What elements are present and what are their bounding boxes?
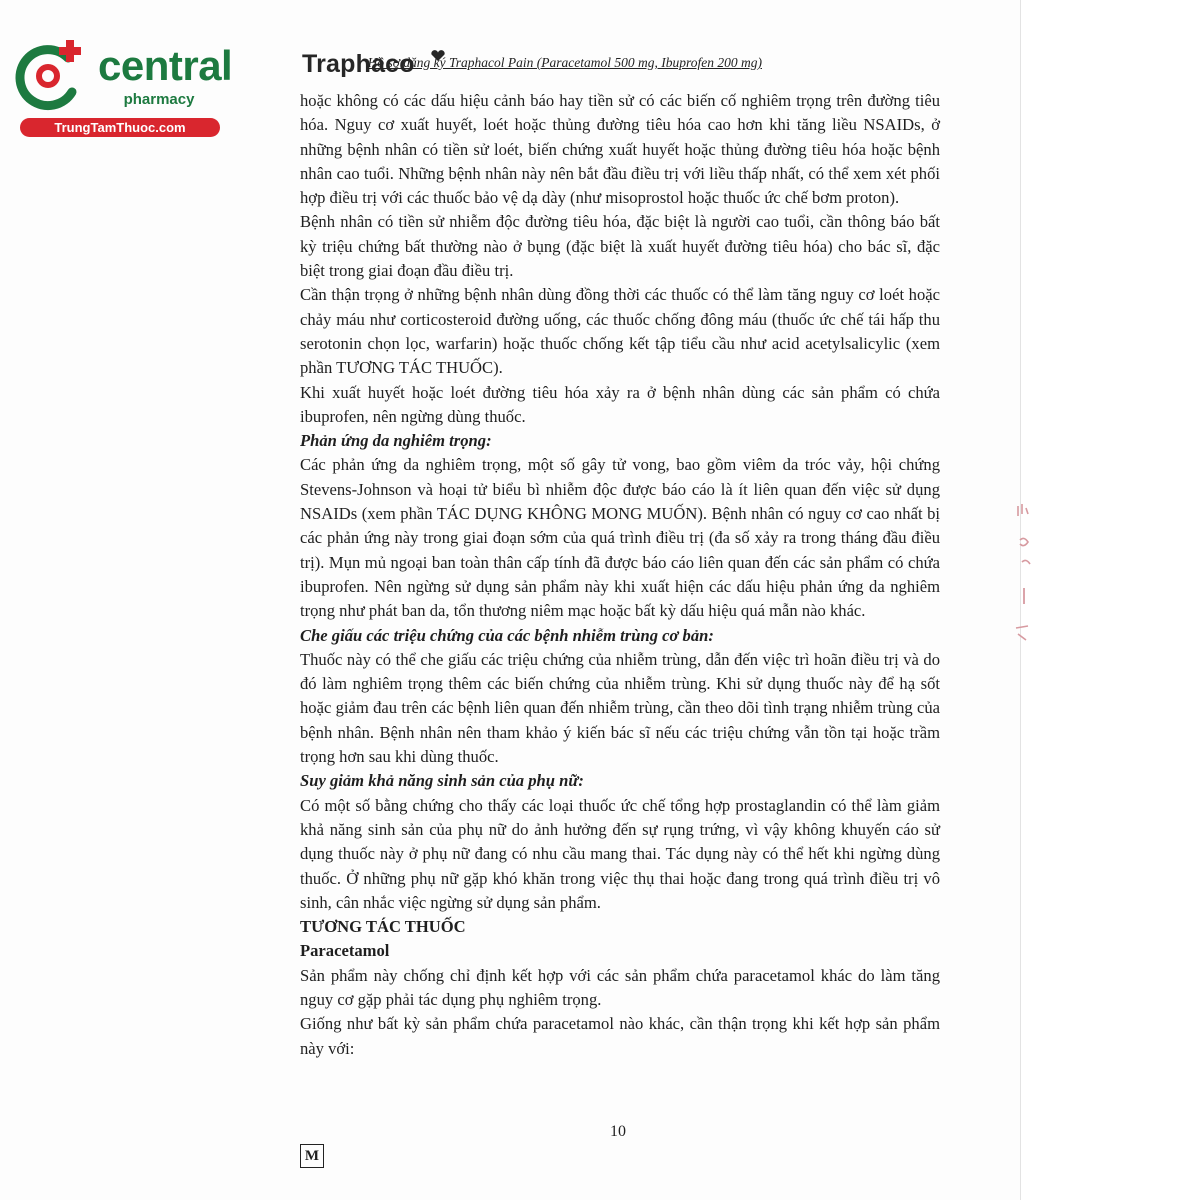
paragraph: Giống như bất kỳ sản phẩm chứa paracetamol nào khác, cần thận trọng khi kết hợp sản phẩm này với: <box>300 1014 940 1058</box>
pharmacy-logo-icon <box>10 36 90 116</box>
paragraph: Bệnh nhân có tiền sử nhiễm độc đường tiêu hóa, đặc biệt là người cao tuổi, cần thông báo bất kỳ triệu chứng bất thường nào ở bụng (đặc biệt là xuất huyết đường tiêu hóa) cho bác sĩ, đặc biệt trong giai đoạn đầu điều trị. <box>300 212 940 281</box>
section-heading-fertility: Suy giảm khả năng sinh sản của phụ nữ: <box>300 771 584 791</box>
document-body <box>300 89 940 1061</box>
section-heading-skin-reactions: Phản ứng da nghiêm trọng: <box>300 431 492 451</box>
logo-name: central <box>98 42 233 89</box>
m-stamp: M <box>300 1144 324 1168</box>
paragraph: Có một số bằng chứng cho thấy các loại thuốc ức chế tổng hợp prostaglandin có thể làm giảm khả năng sinh sản của phụ nữ do ảnh hưởng đến sự rụng trứng, vì vậy không khuyến cáo sử dụng thuốc này ở phụ nữ đang có nhu cầu mang thai. Tác dụng này có thể hết khi ngừng dùng thuốc. Ở những phụ nữ gặp khó khăn trong việc thụ thai hoặc đang trong quá trình điều trị vô sinh, cân nhắc việc ngừng sử dụng sản phẩm. <box>300 795 940 912</box>
document-header-title: Hồ sơ đăng ký Traphacol Pain (Paracetamol 500 mg, Ibuprofen 200 mg) <box>367 55 762 70</box>
section-heading-drug-interactions: TƯƠNG TÁC THUỐC <box>300 917 466 937</box>
page-number: 10 <box>610 1123 626 1140</box>
logo-url: TrungTamThuoc.com <box>20 118 220 137</box>
paragraph: Các phản ứng da nghiêm trọng, một số gây tử vong, bao gồm viêm da tróc vảy, hội chứng Stevens-Johnson và hoại tử biểu bì nhiễm độc được báo cáo là ít liên quan đến việc sử dụng NSAIDs (xem phần TÁC DỤNG KHÔNG MONG MUỐN). Bệnh nhân có nguy cơ cao nhất bị các phản ứng này trong giai đoạn sớm của quá trình điều trị (đa số xảy ra trong tháng đầu điều trị). Mụn mủ ngoại ban toàn thân cấp tính đã được báo cáo liên quan đến các sản phẩm có chứa ibuprofen. Nên ngừng sử dụng sản phẩm này khi xuất hiện các dấu hiệu phản ứng da nghiêm trọng như phát ban da, tổn thương niêm mạc hoặc bất kỳ dấu hiệu quá mẫn nào khác. <box>300 455 940 621</box>
paragraph: Cần thận trọng ở những bệnh nhân dùng đồng thời các thuốc có thể làm tăng nguy cơ loét hoặc chảy máu như corticosteroid đường uống, các thuốc chống đông máu (thuốc ức chế tái hấp thu serotonin chọn lọc, warfarin) hoặc thuốc chống kết tập tiểu cầu như acid acetylsalicylic (xem phần TƯƠNG TÁC THUỐC). <box>300 285 940 378</box>
paragraph: Thuốc này có thể che giấu các triệu chứng của nhiễm trùng, dẫn đến việc trì hoãn điều trị và do đó làm nghiêm trọng thêm các biến chứng của nhiễm trùng. Khi sử dụng thuốc này để hạ sốt hoặc giảm đau trên các bệnh liên quan đến nhiễm trùng, cần theo dõi tình trạng nhiễm trùng của bệnh nhân. Bệnh nhân nên tham khảo ý kiến bác sĩ nếu các triệu chứng vẫn tồn tại hoặc trầm trọng hơn sau khi dùng thuốc. <box>300 649 940 767</box>
traphaco-brand: Traphaco <box>302 50 415 78</box>
logo-subtitle: pharmacy <box>123 91 195 108</box>
subsection-heading-paracetamol: Paracetamol <box>300 941 390 961</box>
paragraph: Sản phẩm này chống chỉ định kết hợp với các sản phẩm chứa paracetamol khác do làm tăng nguy cơ gặp phải tác dụng phụ nghiêm trọng. <box>300 965 940 1009</box>
section-heading-masking-infections: Che giấu các triệu chứng của các bệnh nhiễm trùng cơ bản: <box>300 625 714 645</box>
central-pharmacy-watermark <box>10 36 233 136</box>
margin-stamp-marks <box>1010 500 1040 650</box>
paragraph: hoặc không có các dấu hiệu cảnh báo hay tiền sử có các biến cố nghiêm trọng trên đường tiêu hóa. Nguy cơ xuất huyết, loét hoặc thủng đường tiêu hóa cao hơn khi tăng liều NSAIDs, ở những bệnh nhân có tiền sử loét, biến chứng xuất huyết hoặc thủng đường tiêu hóa hoặc bệnh nhân cao tuổi. Những bệnh nhân này nên bắt đầu điều trị với liều thấp nhất, có thể xem xét phối hợp điều trị với các thuốc bảo vệ dạ dày (như misoprostol hoặc thuốc ức chế bơm proton). <box>300 91 940 208</box>
paragraph: Khi xuất huyết hoặc loét đường tiêu hóa xảy ra ở bệnh nhân dùng các sản phẩm có chứa ibuprofen, nên ngừng dùng thuốc. <box>300 382 940 426</box>
